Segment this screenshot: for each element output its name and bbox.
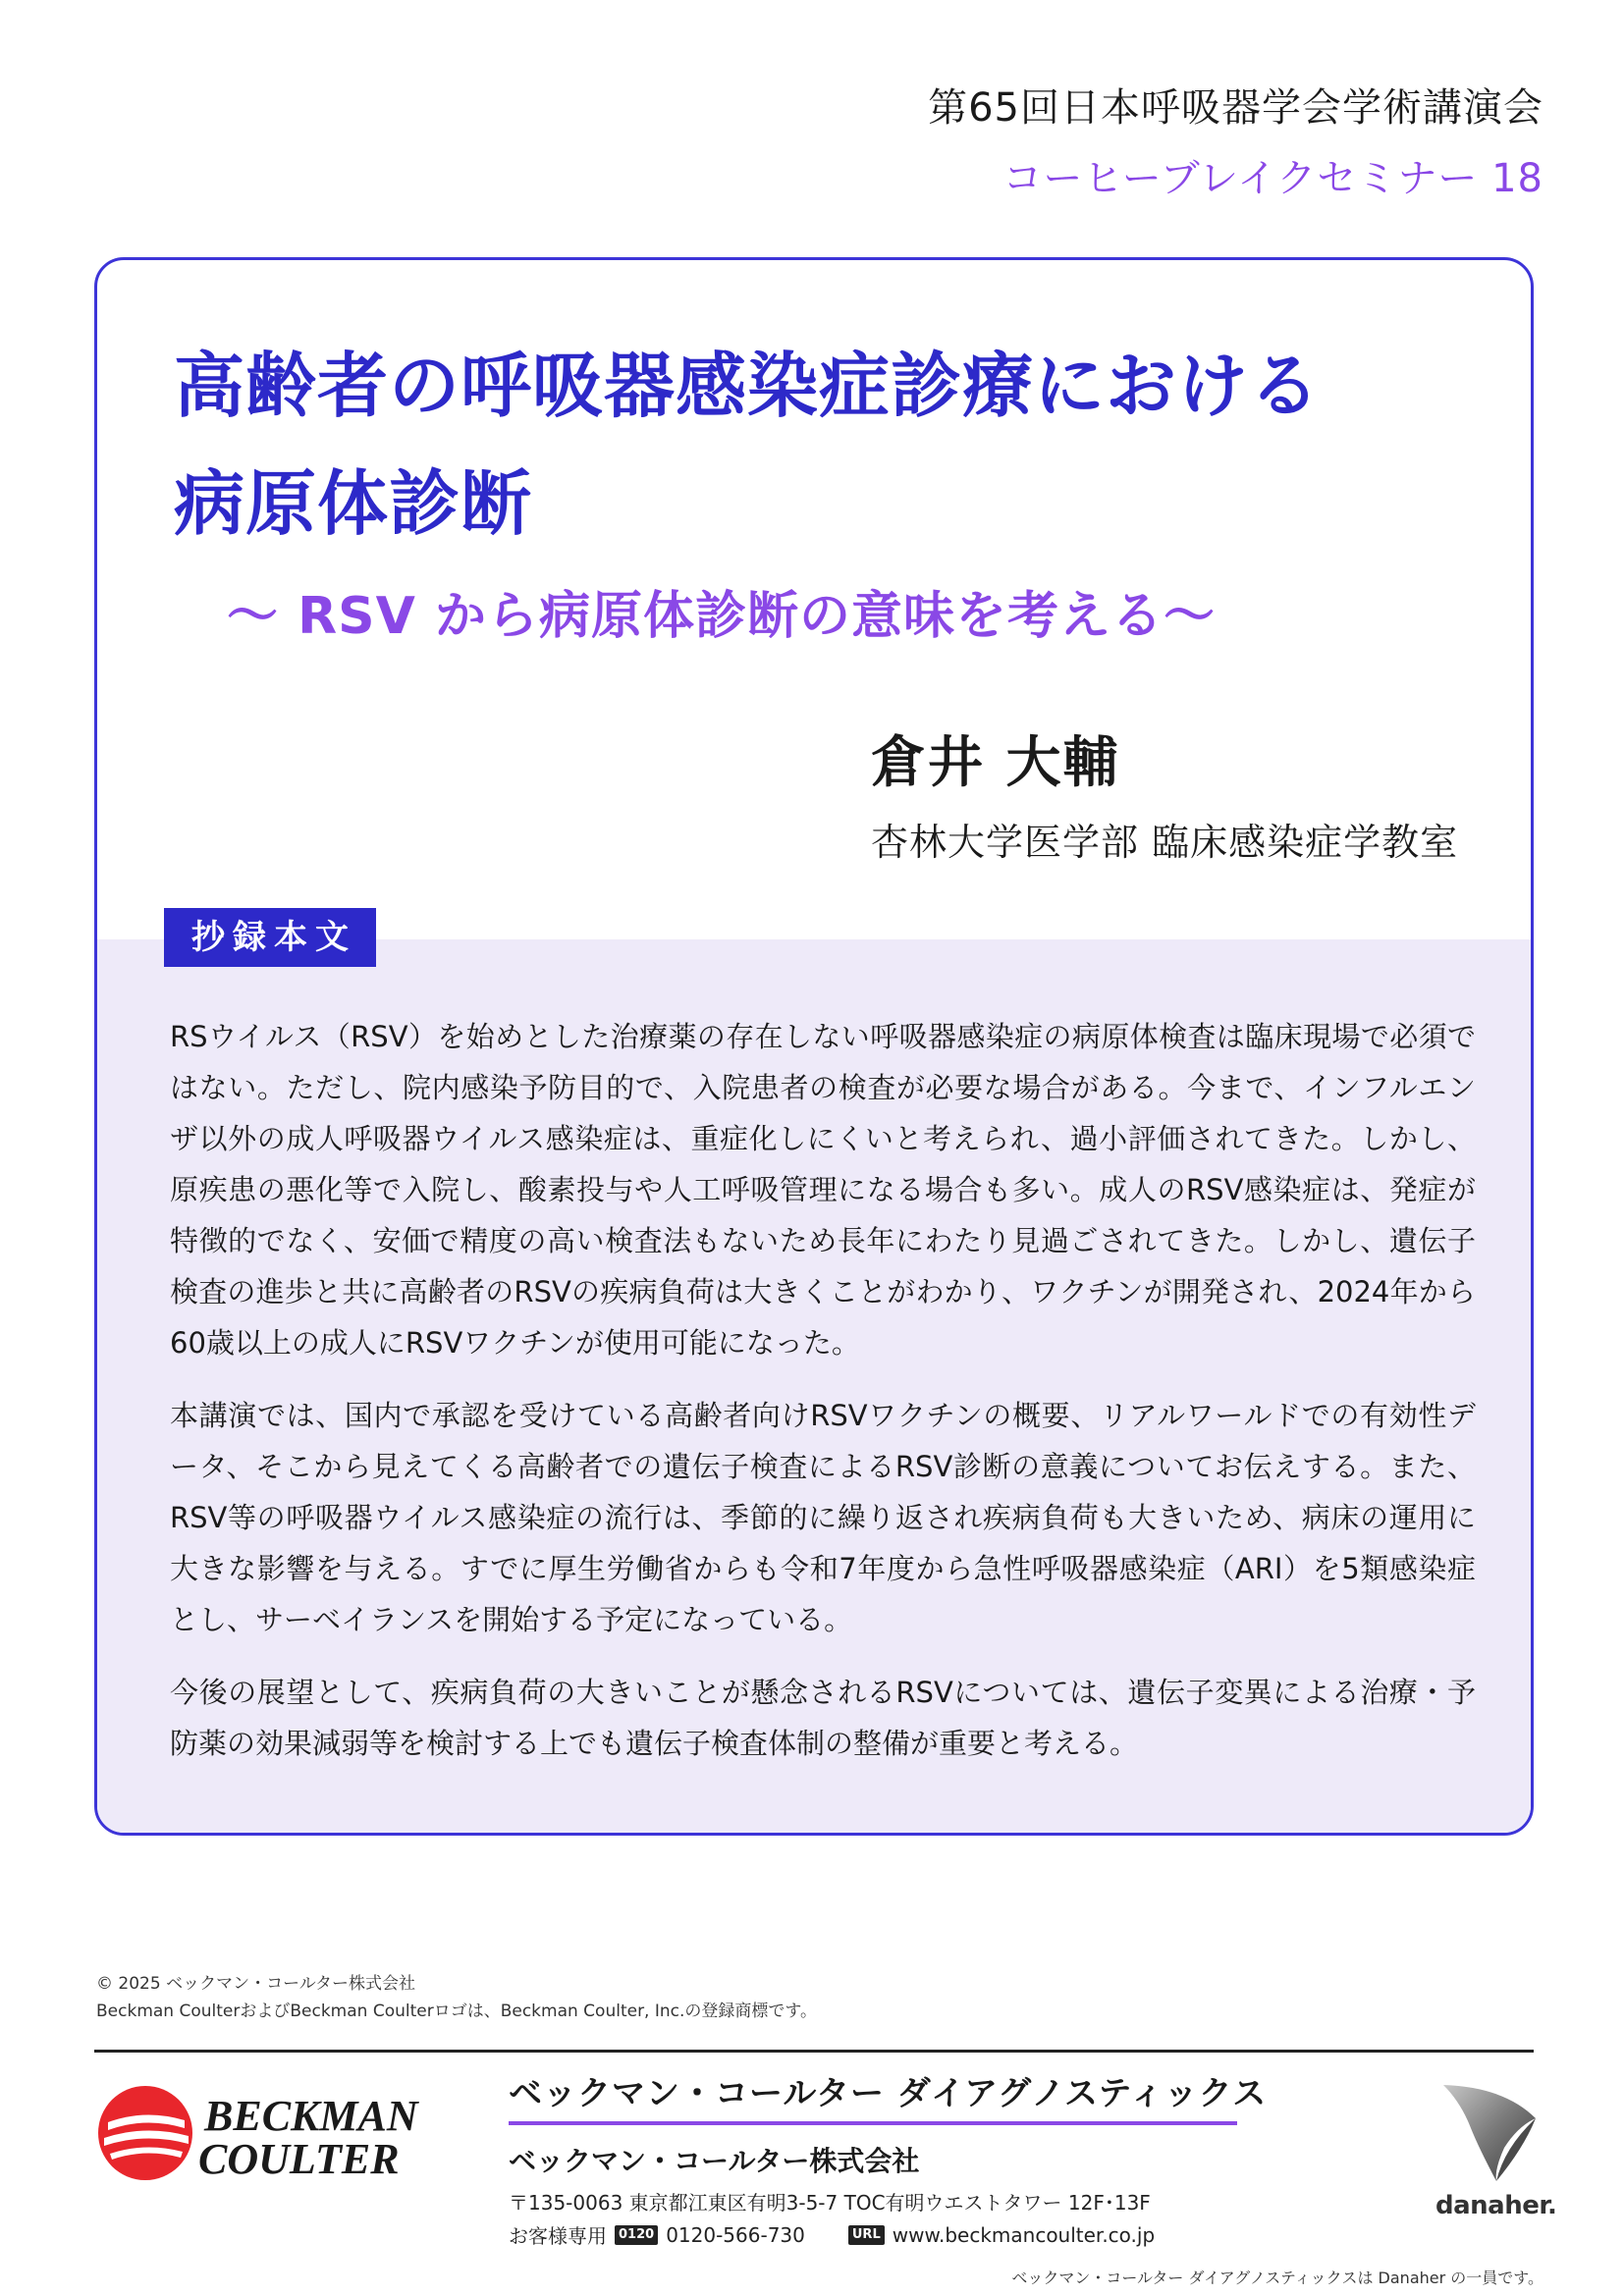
copyright-text: © 2025 ベックマン・コールター株式会社: [96, 1974, 416, 1994]
url-icon: URL: [848, 2225, 885, 2245]
logo-wordmark-line2: COULTER: [198, 2135, 400, 2183]
copyright-block: [96, 1970, 817, 2025]
abstract-paragraph-2: 本講演では、国内で承認を受けている高齢者向けRSVワクチンの概要、リアルワールドでの有効性データ、そこから見えてくる高齢者での遺伝子検査によるRSV診断の意義についてお伝えする。また、RSV等の呼吸器ウイルス感染症の流行は、季節的に繰り返され疾病負荷も大きいため、病床の運用に大きな影響を与える。すでに厚生労働省からも令和7年度から急性呼吸器感染症（ARI）を5類感染症とし、サーベイランスを開始する予定になっている。: [170, 1399, 1476, 1636]
conference-name: 第65回日本呼吸器学会学術講演会: [928, 85, 1543, 131]
company-name: ベックマン・コールター株式会社: [509, 2145, 920, 2177]
danaher-note: ベックマン・コールター ダイアグノスティックスは Danaher の一員です。: [1011, 2269, 1543, 2287]
seminar-label: コーヒーブレイクセミナー 18: [1002, 156, 1543, 201]
division-name: ベックマン・コールター ダイアグノスティックス: [509, 2074, 1268, 2113]
footer-divider: [94, 2050, 1534, 2053]
abstract-paragraph-3: 今後の展望として、疾病負荷の大きいことが懸念されるRSVについては、遺伝子変異による治療・予防薬の効果減弱等を検討する上でも遺伝子検査体制の整備が重要と考える。: [170, 1676, 1476, 1760]
abstract-card: [94, 257, 1534, 1836]
speaker-affiliation: 杏林大学医学部 臨床感染症学教室: [871, 821, 1459, 864]
talk-title: [174, 327, 1470, 562]
talk-title-line1: 高齢者の呼吸器感染症診療における: [174, 345, 1322, 427]
website-link[interactable]: www.beckmancoulter.co.jp: [892, 2222, 1156, 2247]
trademark-text: Beckman CoulterおよびBeckman Coulterロゴは、Beckman Coulter, Inc.の登録商標です。: [96, 2002, 818, 2021]
talk-subtitle: ～ RSV から病原体診断の意味を考える～: [227, 587, 1216, 646]
speaker-name: 倉井 大輔: [871, 731, 1120, 795]
danaher-wordmark: danaher.: [1435, 2191, 1557, 2220]
division-underline: [509, 2121, 1237, 2125]
abstract-body: [170, 1011, 1476, 1790]
logo-wordmark-line1: BECKMAN: [204, 2092, 418, 2140]
abstract-badge: 抄録本文: [164, 908, 376, 967]
contact-line: [509, 2220, 1155, 2249]
company-address: 〒135-0063 東京都江東区有明3-5-7 TOC有明ウエストタワー 12F･13F: [509, 2191, 1151, 2215]
phone-number: 0120-566-730: [666, 2222, 805, 2247]
phone-label: お客様専用: [509, 2224, 607, 2248]
freedial-icon: 0120: [615, 2225, 658, 2245]
talk-title-line2: 病原体診断: [174, 462, 533, 545]
beckman-coulter-logo: [94, 2079, 467, 2187]
abstract-paragraph-1: RSウイルス（RSV）を始めとした治療薬の存在しない呼吸器感染症の病原体検査は臨床現場で必須ではない。ただし、院内感染予防目的で、入院患者の検査が必要な場合がある。今まで、インフルエンザ以外の成人呼吸器ウイルス感染症は、重症化しにくいと考えられ、過小評価されてきた。しかし、原疾患の悪化等で入院し、酸素投与や人工呼吸管理になる場合も多い。成人のRSV感染症は、発症が特徴的でなく、安価で精度の高い検査法もないため長年にわたり見過ごされてきた。しかし、遺伝子検査の進歩と共に高齢者のRSVの疾病負荷は大きくことがわかり、ワクチンが開発され、2024年から60歳以上の成人にRSVワクチンが使用可能になった。: [170, 1020, 1476, 1360]
